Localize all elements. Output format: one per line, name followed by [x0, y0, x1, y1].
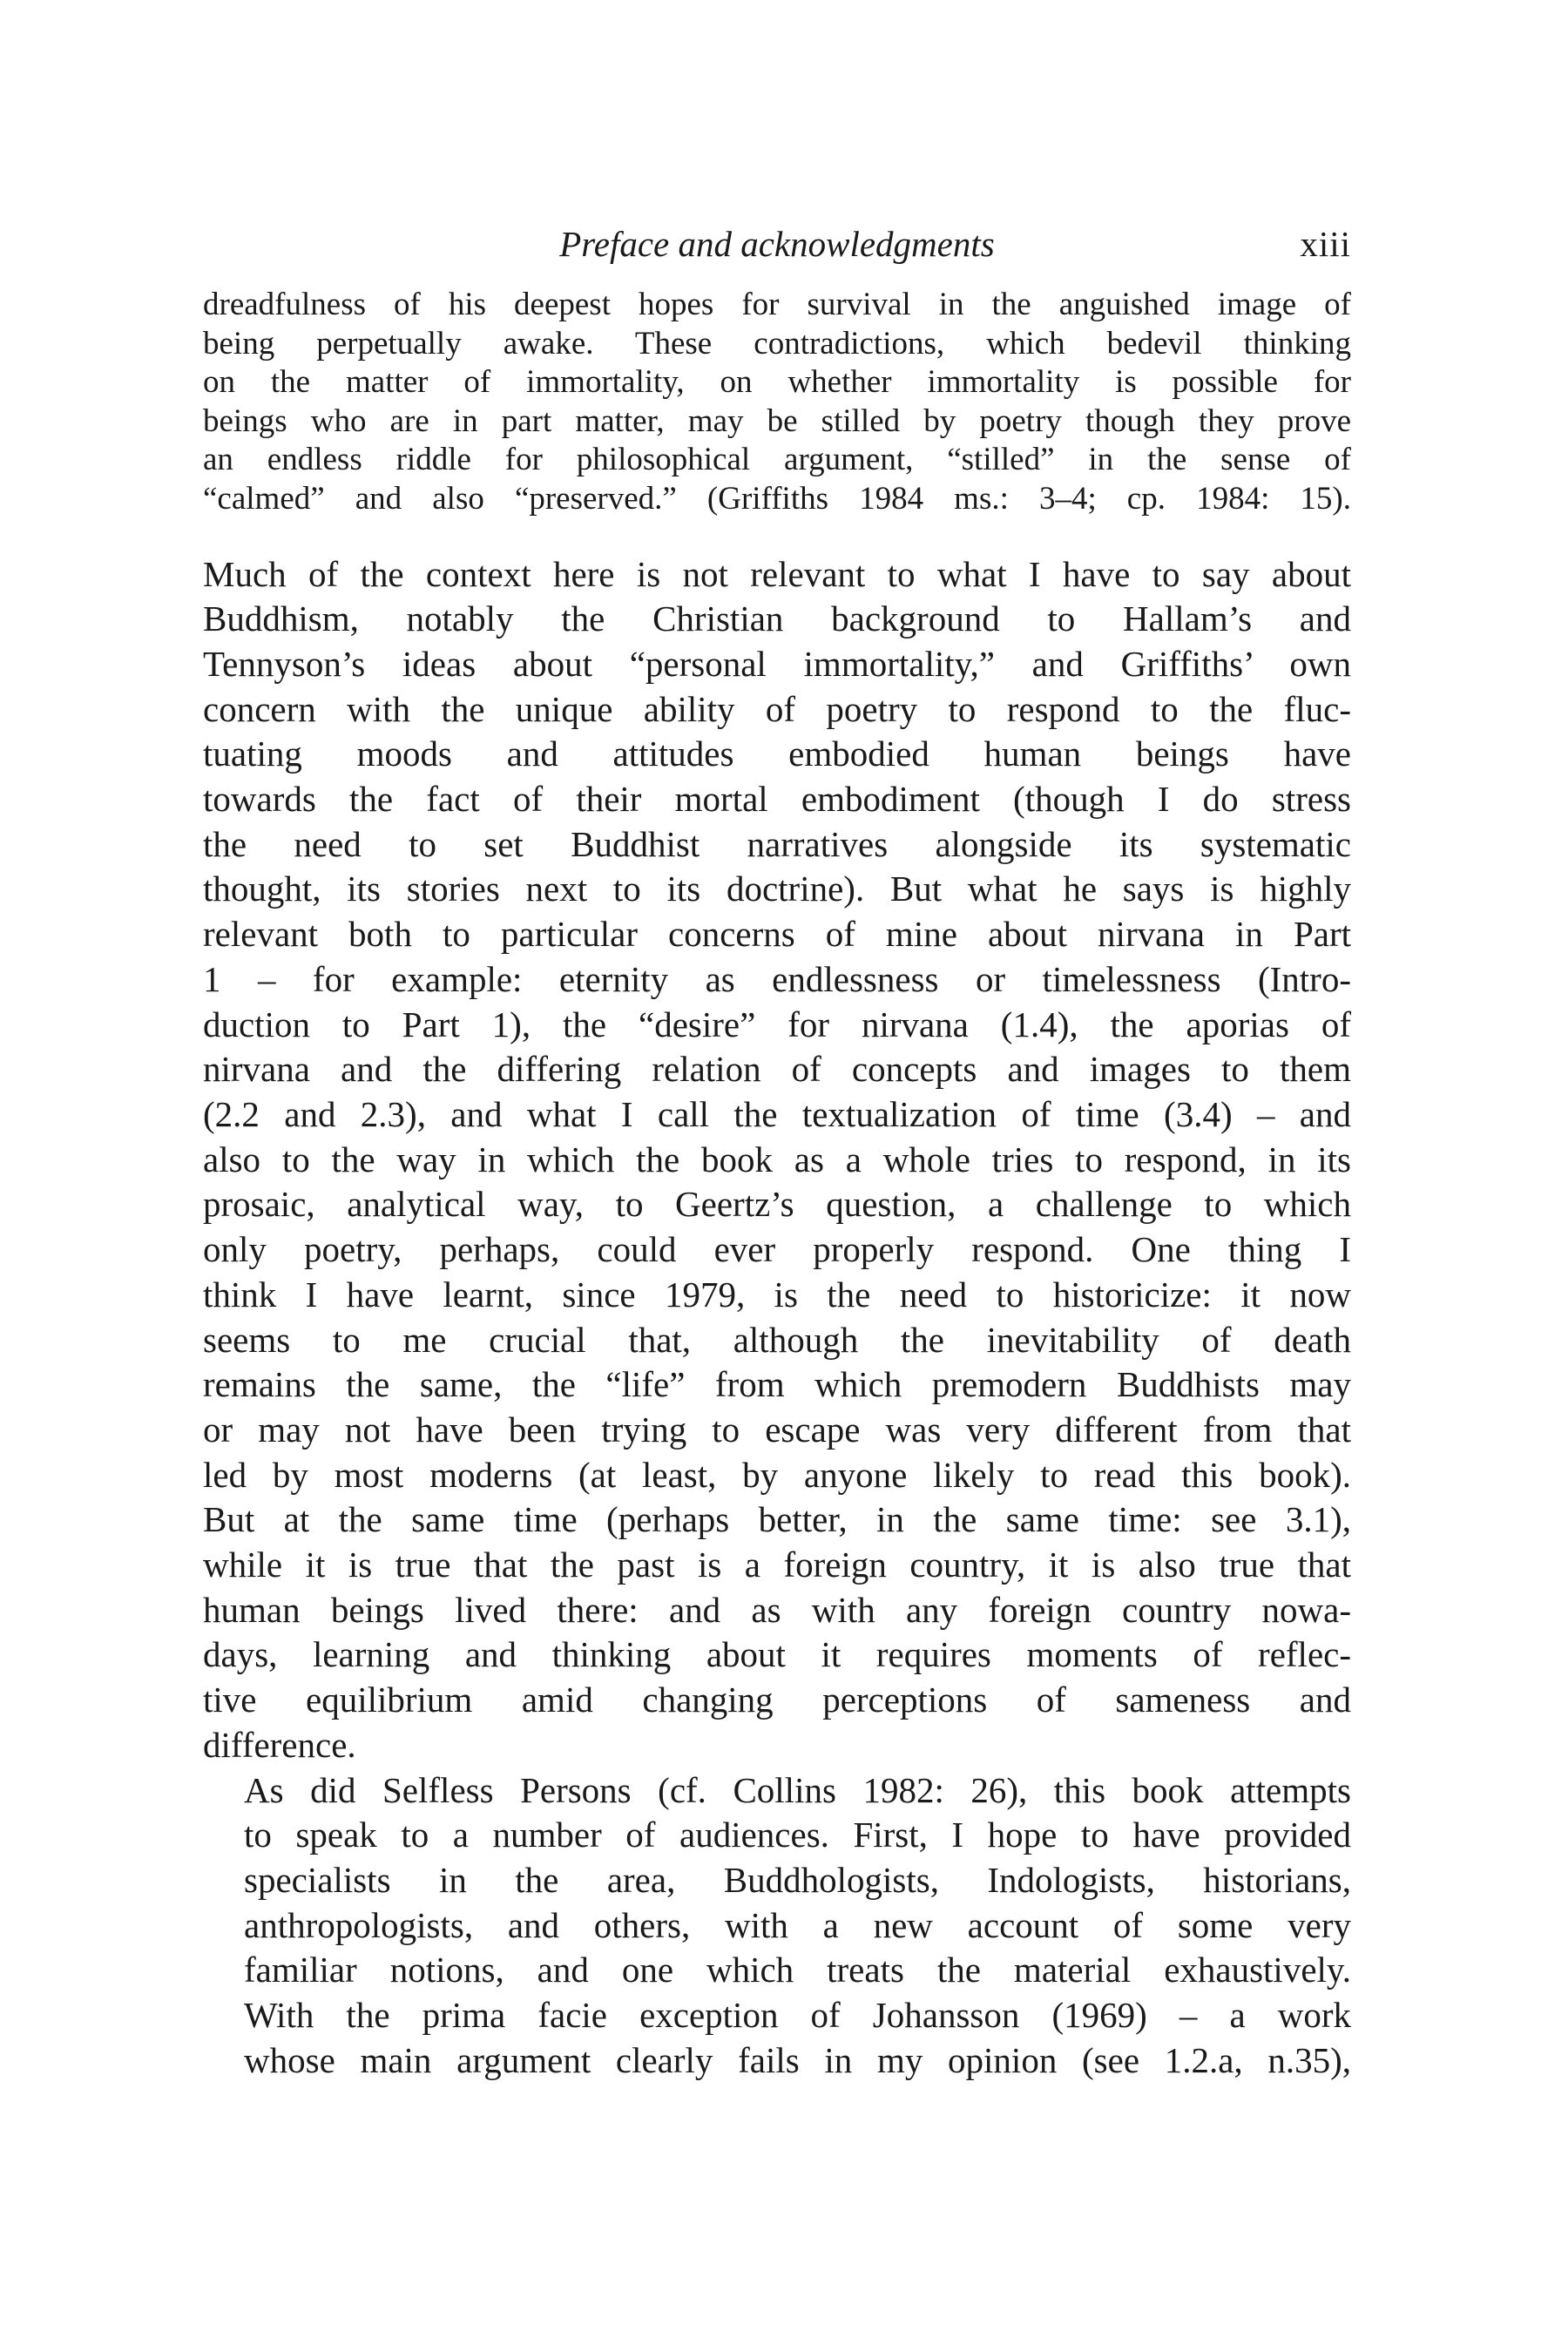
text-line: also to the way in which the book as a whole tries to respond, in its [203, 1139, 1351, 1179]
running-head [203, 218, 1351, 279]
running-title: Preface and acknowledgments [559, 224, 995, 264]
text-line: only poetry, perhaps, could ever properly respond. One thing I [203, 1229, 1351, 1270]
text-line: thought, its stories next to its doctrine). But what he says is highly [203, 868, 1351, 909]
quote-line: “calmed” and also “preserved.” (Griffiths 1984 ms.: 3–4; cp. 1984: 15). [203, 480, 1351, 517]
body-text [203, 552, 1351, 2084]
book-page [203, 218, 1351, 2083]
text-line: whose main argument clearly fails in my opinion (see 1.2.a, n.35), [244, 2039, 1351, 2080]
text-line: relevant both to particular concerns of mine about nirvana in Part [203, 914, 1351, 955]
text-line: But at the same time (perhaps better, in the same time: see 3.1), [203, 1499, 1351, 1540]
text-line: while it is true that the past is a foreign country, it is also true that [203, 1544, 1351, 1585]
text-line: remains the same, the “life” from which premodern Buddhists may [203, 1364, 1351, 1405]
text-line: duction to Part 1), the “desire” for nirvana (1.4), the aporias of [203, 1004, 1351, 1044]
paragraph-context [203, 552, 1351, 1768]
paragraph-audiences [203, 1768, 1351, 2084]
text-line: nirvana and the differing relation of concepts and images to them [203, 1049, 1351, 1090]
text-line: familiar notions, and one which treats the material exhaustively. [244, 1950, 1351, 1990]
text-line: tive equilibrium amid changing perceptions of sameness and [203, 1680, 1351, 1720]
quote-line: dreadfulness of his deepest hopes for survival in the anguished image of [203, 287, 1351, 322]
text-line: seems to me crucial that, although the inevitability of death [203, 1319, 1351, 1360]
quote-line: on the matter of immortality, on whether immortality is possible for [203, 364, 1351, 401]
block-quote [203, 286, 1351, 519]
text-line: concern with the unique ability of poetry to respond to the fluc- [203, 688, 1351, 729]
text-line: anthropologists, and others, with a new account of some very [244, 1904, 1351, 1945]
text-line: prosaic, analytical way, to Geertz’s question, a challenge to which [203, 1184, 1351, 1225]
text-line: tuating moods and attitudes embodied human beings have [203, 733, 1351, 774]
quote-line: being perpetually awake. These contradictions, which bedevil thinking [203, 325, 1351, 362]
text-line: towards the fact of their mortal embodiment (though I do stress [203, 779, 1351, 820]
text-line: led by most moderns (at least, by anyone likely to read this book). [203, 1454, 1351, 1495]
text-line: think I have learnt, since 1979, is the need to historicize: it now [203, 1274, 1351, 1315]
text-line: difference. [203, 1724, 356, 1765]
text-line: or may not have been trying to escape was very different from that [203, 1409, 1351, 1450]
text-line: Tennyson’s ideas about “personal immortality,” and Griffiths’ own [203, 643, 1351, 684]
text-line: With the prima facie exception of Johansson (1969) – a work [244, 1995, 1351, 2036]
text-line: the need to set Buddhist narratives alongside its systematic [203, 823, 1351, 864]
text-line: Buddhism, notably the Christian background to Hallam’s and [203, 598, 1351, 639]
text-line: human beings lived there: and as with any foreign country nowa- [203, 1589, 1351, 1630]
quote-line: an endless riddle for philosophical argument, “stilled” in the sense of [203, 442, 1351, 478]
page-number: xiii [1300, 224, 1351, 264]
text-line: 1 – for example: eternity as endlessness or timelessness (Intro- [203, 958, 1351, 999]
text-line: to speak to a number of audiences. First, I hope to have provided [244, 1815, 1351, 1855]
quote-line: beings who are in part matter, may be stilled by poetry though they prove [203, 402, 1351, 439]
text-line: Much of the context here is not relevant to what I have to say about [203, 553, 1351, 594]
text-line: specialists in the area, Buddhologists, Indologists, historians, [244, 1859, 1351, 1900]
text-line: days, learning and thinking about it requires moments of reflec- [203, 1634, 1351, 1675]
text-line: (2.2 and 2.3), and what I call the textualization of time (3.4) – and [203, 1094, 1351, 1134]
text-line: As did Selfless Persons (cf. Collins 1982: 26), this book attempts [244, 1769, 1351, 1810]
